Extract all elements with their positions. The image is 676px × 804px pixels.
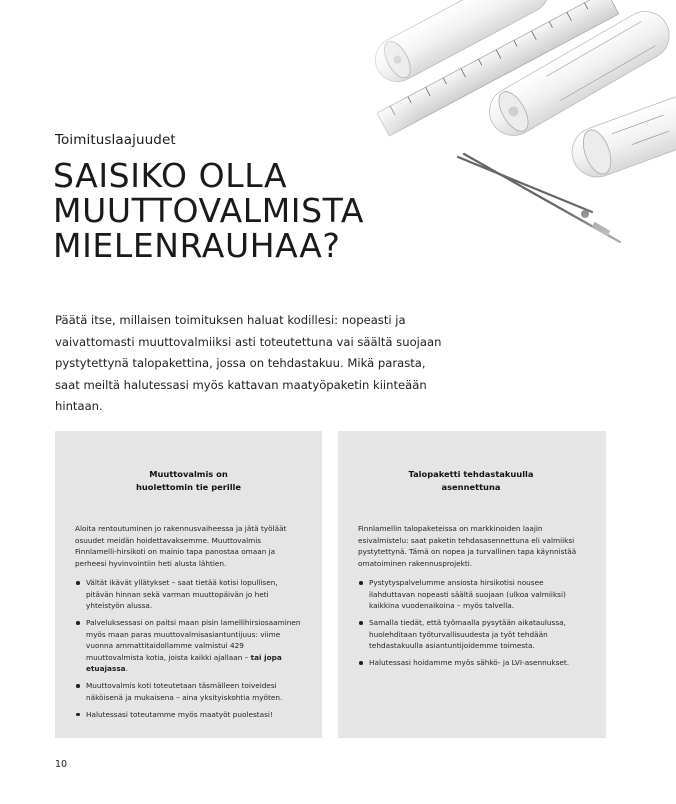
box-paragraph: Aloita rentoutuminen jo rakennusvaiheessa ja jätä työläät osuudet meidän hoidettavaksemme. Muuttovalmis Finnlamelli-hirsikoti on mainio tapa panostaa omaan ja perheesi hyvinvointiin heti alusta lähtien. (75, 524, 287, 568)
box-paragraph: Finnlamellin talopaketeissa on markkinoiden laajin esivalmistelu: saat paketin tehdasasennettuna eli valmiiksi pystytettynä. Tämä on nopea ja turvallinen tapa käynnistää omatoiminen rakennusprojekti. (358, 524, 577, 568)
box-title-line: Muuttovalmis on (149, 469, 228, 479)
section-eyebrow: Toimituslaajuudet (55, 132, 176, 148)
bullet-list (358, 577, 584, 669)
bullet-item: Pystytyspalvelumme ansiosta hirsikotisi nousee ilahduttavan nopeasti säältä suojaan (ulkoa valmiiksi) kaikkina vuodenaikoina – myös talvella. (369, 577, 584, 612)
info-box-talopaketti (338, 431, 606, 738)
bullet-item: Halutessasi hoidamme myös sähkö- ja LVI-asennukset. (369, 657, 584, 669)
intro-paragraph: Päätä itse, millaisen toimituksen haluat kodillesi: nopeasti ja vaivattomasti muuttovalmiiksi asti toteutettuna vai säältä suojaan pystytettynä talopakettina, jossa on tehdastakuu. Mikä parasta, saat meiltä halutessasi myös kattavan maatyöpaketin kiinteään hintaan. (55, 313, 442, 413)
info-box-muuttovalmis (55, 431, 322, 738)
box-title-line: asennettuna (441, 481, 501, 492)
box-title (358, 468, 584, 493)
box-title-line: huolettomin tie perille (135, 481, 242, 492)
title-line: SAISIKO OLLA (53, 156, 288, 195)
bullet-item: Palveluksessasi on paitsi maan pisin lamellihirsiosaaminen myös maan paras muuttovalmisasiantuntijuus: viime vuonna ammattitaidollamme valmistui 429 muuttovalmista kotia, joista kaikki ajallaan – tai jopa etuajassa. (86, 618, 301, 673)
blueprints-illustration (330, 0, 676, 260)
bullet-item: Halutessasi toteutamme myös maatyöt puolestasi! (86, 709, 302, 721)
bullet-item: Samalla tiedät, että työmaalla pysytään aikataulussa, huolehditaan työturvallisuudesta ja työt tehdään tehdastakuulla asiantuntijoidemme toimesta. (369, 617, 584, 652)
page-title (53, 158, 364, 263)
box-title-line: Talopaketti tehdastakuulla (408, 469, 534, 479)
title-line: MIELENRAUHAA? (53, 226, 341, 265)
bullet-list (75, 577, 302, 720)
bullet-emphasis: tai jopa etuajassa (86, 652, 282, 673)
title-line: MUUTTOVALMISTA (53, 191, 365, 230)
page-number: 10 (55, 759, 68, 770)
bullet-item: Vältät ikävät yllätykset – saat tietää kotisi lopullisen, pitävän hinnan sekä varman muuttopäivän jo heti yhteistyön alussa. (86, 577, 302, 612)
box-title (75, 468, 302, 493)
bullet-item: Muuttovalmis koti toteutetaan täsmälleen toiveidesi näköisenä ja mukaisena – aina yksityiskohtia myöten. (86, 680, 302, 703)
